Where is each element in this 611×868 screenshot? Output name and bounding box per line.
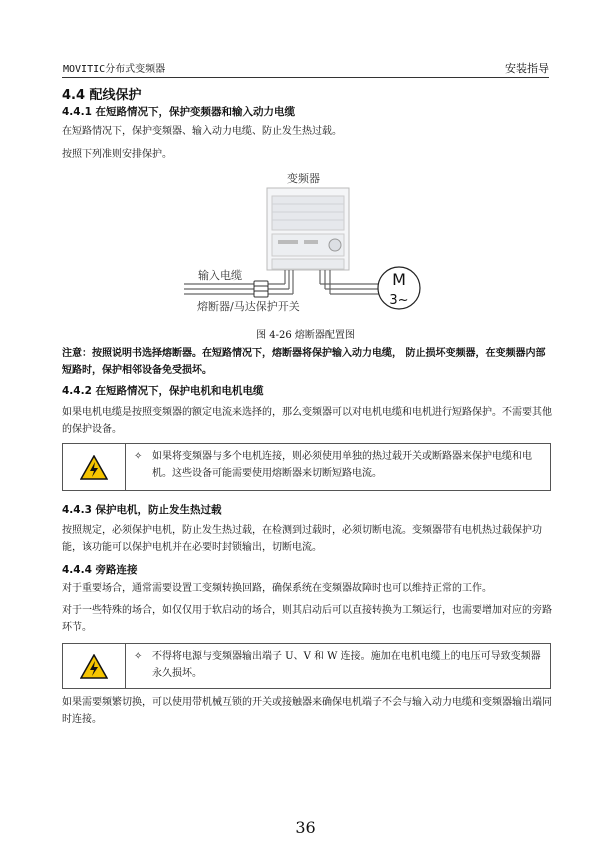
heading-4-4-4: 4.4.4 旁路连接 bbox=[62, 564, 138, 576]
high-voltage-warning-icon bbox=[80, 654, 108, 679]
paragraph-4-4-4-a: 对于重要场合，通常需要设置工变频转换回路，确保系统在变频器故障时也可以维持正常的工作。 bbox=[62, 583, 492, 594]
fuse-configuration-diagram bbox=[180, 166, 440, 318]
warning-text-output-terminals: 不得将电源与变频器输出端子 U、V 和 W 连接。施加在电机电缆上的电压可导致变频器永久损坏。 bbox=[152, 651, 541, 679]
heading-4-4-1: 4.4.1 在短路情况下，保护变频器和输入动力电缆 bbox=[62, 106, 296, 118]
warning-text-multiple-motors: 如果将变频器与多个电机连接，则必须使用单独的热过载开关或断路器来保护电缆和电机。这些设备可能需要使用熔断器来切断短路电流。 bbox=[152, 451, 532, 479]
inverter-label: 变频器 bbox=[287, 172, 320, 185]
paragraph-4-4-4-c: 如果需要频繁切换，可以使用带机械互锁的开关或接触器来确保电机端子不会与输入动力电缆和变频器输出端同时连接。 bbox=[62, 697, 552, 725]
warning-icon-cell bbox=[63, 444, 126, 490]
header-chapter-title: 安装指导 bbox=[505, 62, 549, 75]
high-voltage-warning-icon bbox=[80, 455, 108, 480]
header-divider bbox=[62, 77, 549, 78]
paragraph-4-4-3: 按照规定，必须保护电机，防止发生热过载，在检测到过载时，必须切断电流。变频器带有电机热过载保护功能，该功能可以保护电机并在必要时封锁输出，切断电流。 bbox=[62, 525, 542, 553]
warning-box-output-terminals bbox=[62, 643, 551, 689]
heading-4-4-2: 4.4.2 在短路情况下，保护电机和电机电缆 bbox=[62, 385, 264, 397]
paragraph-4-4-1-a: 在短路情况下，保护变频器、输入动力电缆、防止发生热过载。 bbox=[62, 126, 342, 137]
paragraph-4-4-1-b: 按照下列准则安排保护。 bbox=[62, 149, 172, 160]
figure-caption: 图 4-26 熔断器配置图 bbox=[256, 330, 355, 341]
warning-icon-cell bbox=[63, 644, 126, 688]
fuse-label: 熔断器/马达保护开关 bbox=[197, 300, 300, 313]
section-title: 4.4 配线保护 bbox=[62, 88, 142, 103]
header-product-name: MOVITIC分布式变频器 bbox=[63, 64, 166, 75]
paragraph-4-4-4-b: 对于一些特殊的场合，如仅仅用于软启动的场合，则其启动后可以直接转换为工频运行，也需要增加对应的旁路环节。 bbox=[62, 605, 552, 633]
fuse-selection-note: 注意：按照说明书选择熔断器。在短路情况下，熔断器将保护输入动力电缆， 防止损坏变频器，在变频器内部短路时，保护相邻设备免受损坏。 bbox=[62, 348, 546, 376]
fuse-symbols bbox=[254, 281, 268, 297]
bullet-icon: ✧ bbox=[134, 451, 143, 462]
motor-label-phase: 3~ bbox=[389, 293, 409, 308]
diagram-drawing bbox=[180, 166, 440, 318]
motor-cable-lines bbox=[320, 270, 380, 294]
input-cable-label: 输入电缆 bbox=[198, 269, 242, 282]
inverter-unit-drawing bbox=[267, 188, 349, 270]
motor-label-m: M bbox=[392, 270, 406, 289]
paragraph-4-4-2: 如果电机电缆是按照变频器的额定电流来选择的，那么变频器可以对电机电缆和电机进行短路保护。不需要其他的保护设备。 bbox=[62, 407, 552, 435]
heading-4-4-3: 4.4.3 保护电机，防止发生热过载 bbox=[62, 504, 222, 516]
page-number: 36 bbox=[295, 818, 316, 837]
bullet-icon: ✧ bbox=[134, 651, 143, 662]
warning-box-multiple-motors bbox=[62, 443, 551, 491]
